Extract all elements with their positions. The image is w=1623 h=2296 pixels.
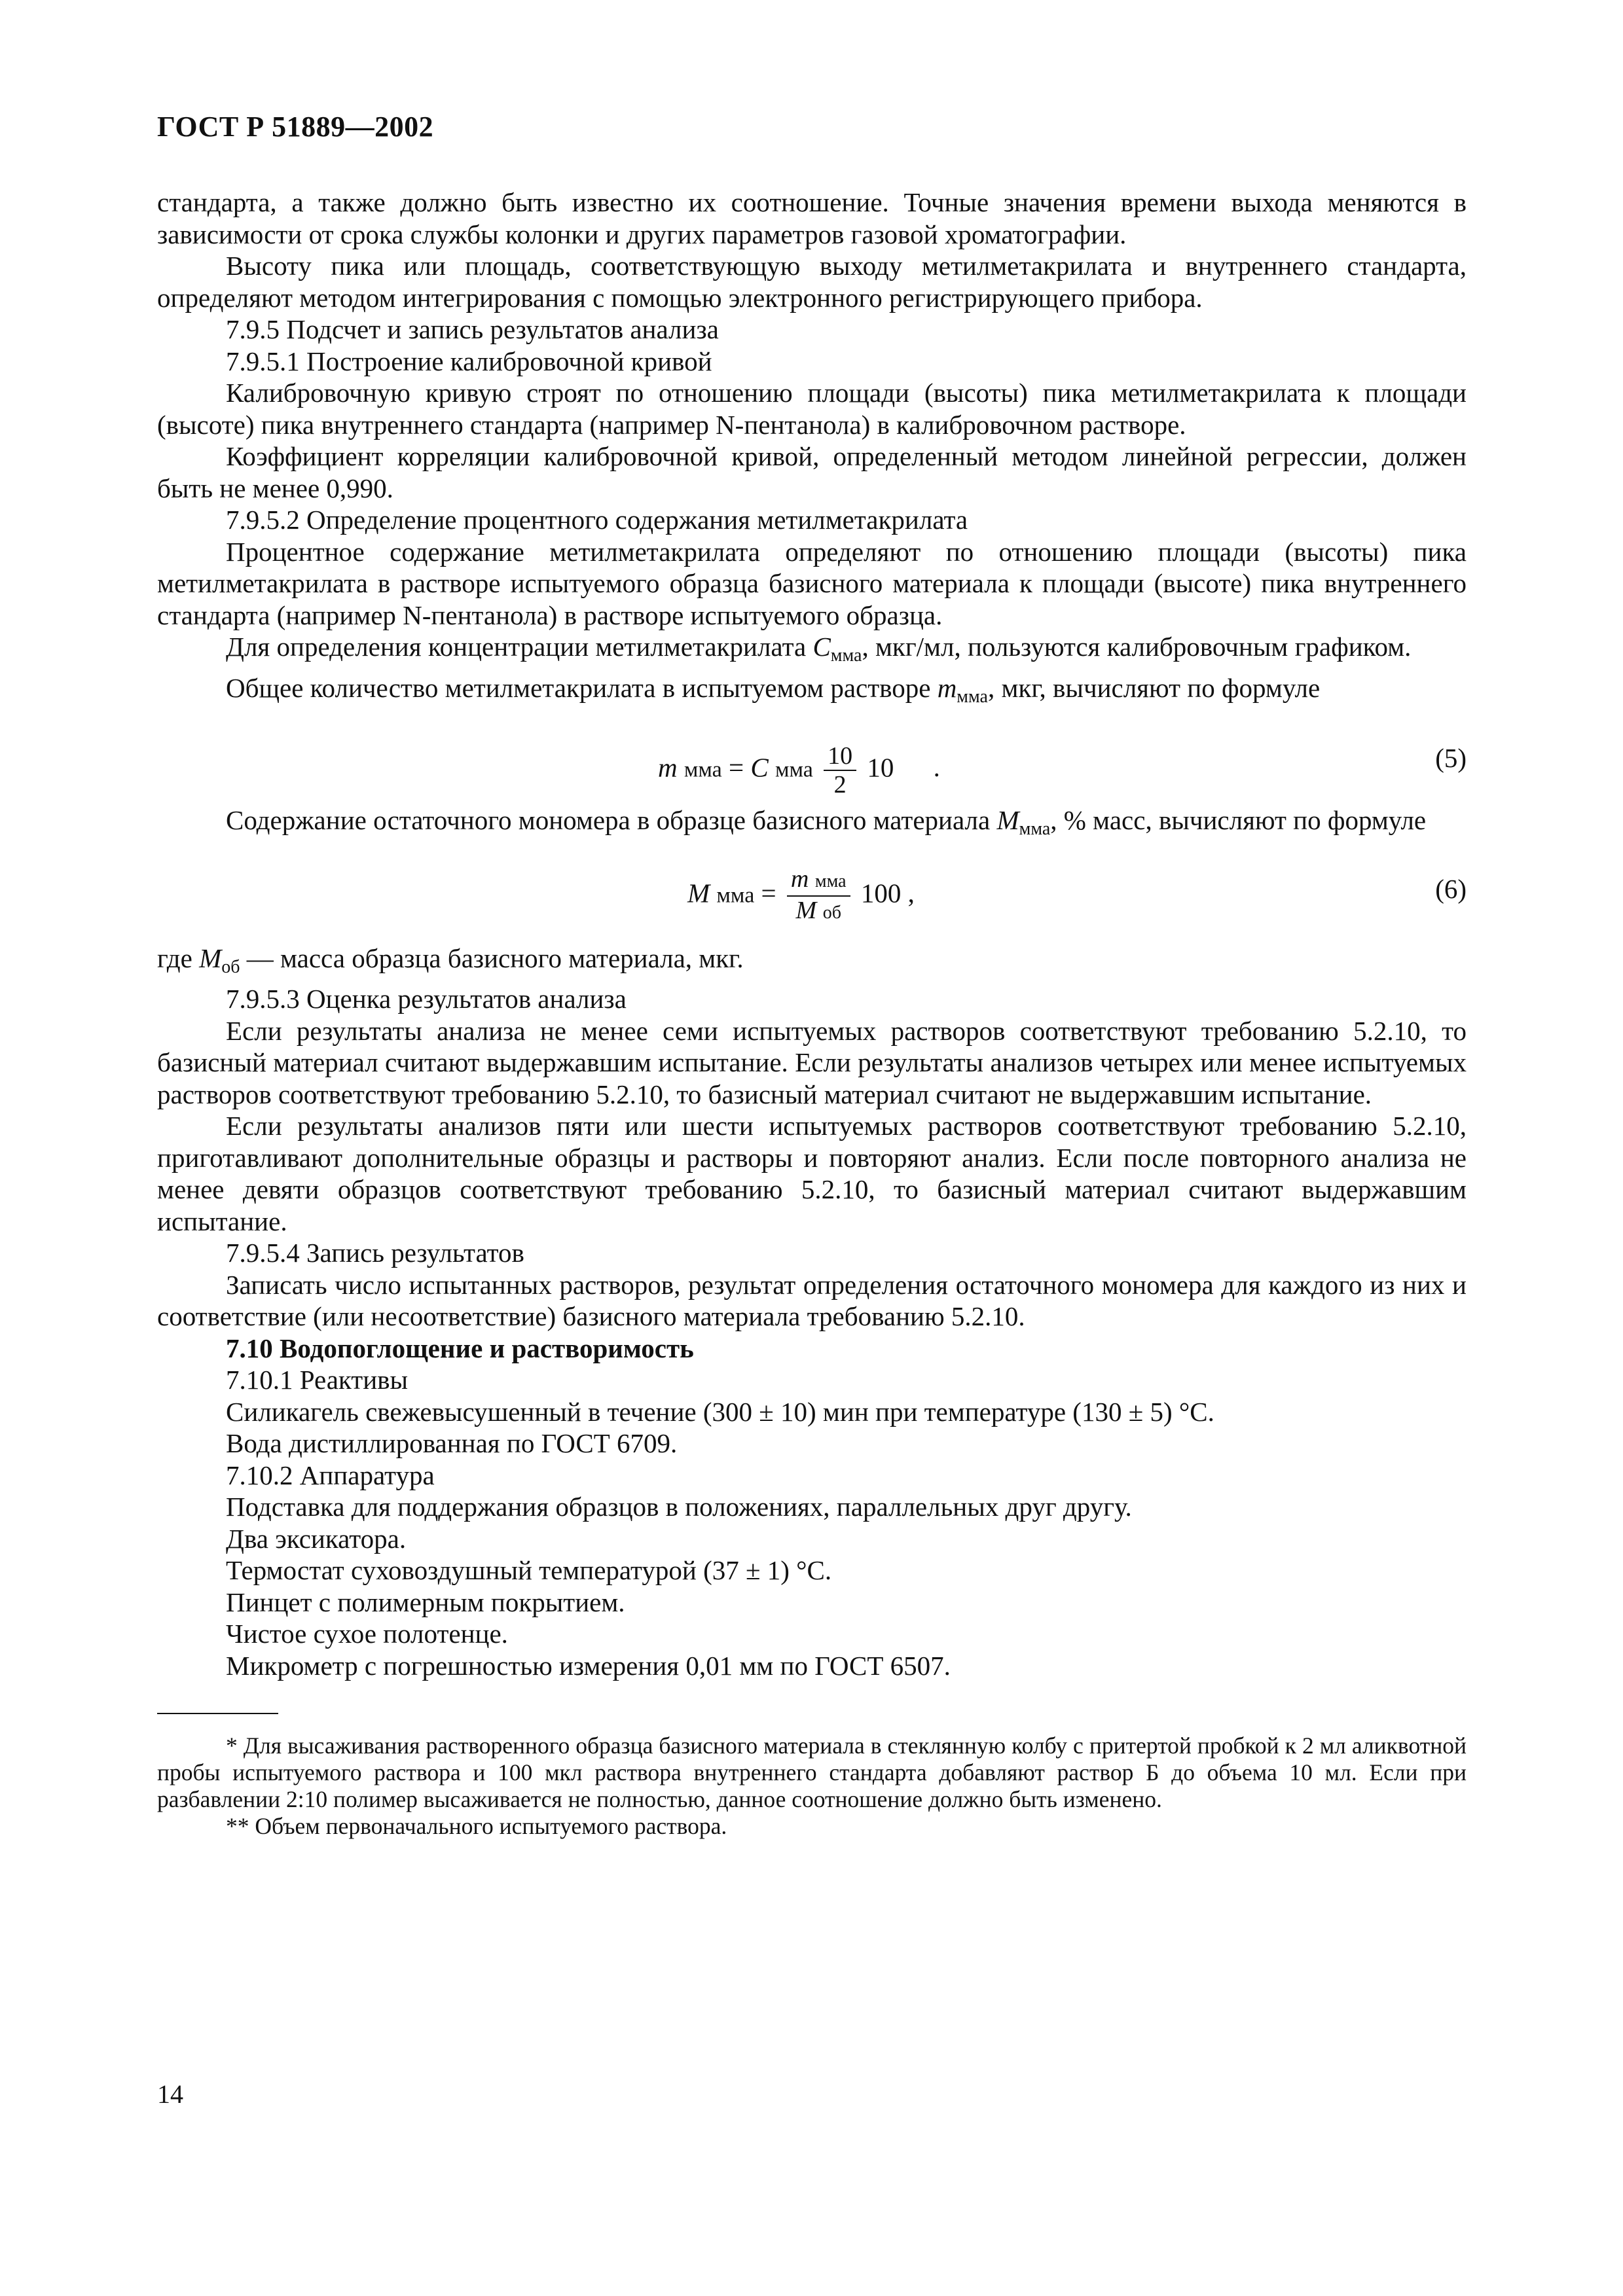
section-heading: 7.9.5.3 Оценка результатов анализа [226, 984, 627, 1014]
symbol: M [199, 942, 222, 973]
text: где [157, 942, 200, 973]
text: — масса образца базисного материала, мкг. [240, 942, 744, 973]
formula-tail: . [933, 752, 940, 783]
subscript: мма [957, 686, 988, 707]
formula-subscript: мма [775, 757, 813, 782]
formula-factor: 100 , [860, 877, 915, 908]
text: Содержание остаточного мономера в образце базисного материала [226, 805, 997, 835]
paragraph: Микрометр с погрешностью измерения 0,01 мм по ГОСТ 6507. [226, 1650, 951, 1681]
formula-equals: = [761, 877, 776, 908]
paragraph: Высоту пика или площадь, соответствующую выходу метилметакрилата и внутреннего стандарта, определяют методом интегрирования с помощью электронного регистрирующего прибора. [157, 251, 1467, 313]
section-heading: 7.10.2 Аппаратура [226, 1460, 435, 1490]
text: , мкг/мл, пользуются калибровочным графиком. [862, 632, 1412, 662]
formula-fraction [824, 742, 856, 798]
section-heading: 7.9.5.2 Определение процентного содержания метилметакрилата [226, 505, 968, 535]
formula-6 [157, 846, 1467, 942]
paragraph: Вода дистиллированная по ГОСТ 6709. [226, 1428, 678, 1458]
formula-factor: 10 [867, 752, 894, 783]
formula-subscript: об [822, 902, 841, 923]
page-number: 14 [157, 2079, 183, 2109]
text: Для определения концентрации метилметакрилата [226, 632, 813, 662]
paragraph: Пинцет с полимерным покрытием. [226, 1587, 625, 1617]
formula-number: (5) [1435, 743, 1467, 773]
paragraph: Чистое сухое полотенце. [226, 1619, 508, 1649]
paragraph: Если результаты анализа не менее семи испытуемых растворов соответствуют требованию 5.2.10, то базисный материал считают выдержавшим испытание. Если результаты анализов четырех или менее испытуемых растворов соответствуют требованию 5.2.10, то базисный материал считают не выдержавшим испытание. [157, 1015, 1467, 1109]
formula-symbol: m [790, 865, 809, 893]
paragraph [157, 672, 1467, 713]
paragraph [157, 942, 1467, 984]
paragraph [157, 631, 1467, 672]
document-body [157, 187, 1467, 1840]
paragraph: Записать число испытанных растворов, результат определения остаточного мономера для каждого из них и соответствие (или несоответствие) базисного материала требованию 5.2.10. [157, 1269, 1467, 1331]
formula-symbol: M [795, 896, 817, 924]
section-heading: 7.10 Водопоглощение и растворимость [226, 1333, 694, 1363]
paragraph: Силикагель свежевысушенный в течение (300 ± 10) мин при температуре (130 ± 5) °С. [226, 1396, 1214, 1427]
subscript: об [221, 956, 240, 977]
paragraph: Подставка для поддержания образцов в положениях, параллельных друг другу. [226, 1492, 1132, 1522]
paragraph: Термостат суховоздушный температурой (37 ± 1) °С. [226, 1555, 832, 1585]
text: Общее количество метилметакрилата в испытуемом растворе [226, 672, 938, 703]
paragraph: Два эксикатора. [226, 1523, 407, 1554]
formula-subscript: мма [814, 870, 847, 891]
subscript: мма [1019, 819, 1051, 839]
formula-5 [157, 713, 1467, 804]
section-heading: 7.9.5.4 Запись результатов [226, 1238, 524, 1268]
paragraph [157, 804, 1467, 846]
formula-symbol: C [750, 752, 769, 783]
subscript: мма [830, 645, 862, 666]
text: , мкг, вычисляют по формуле [987, 672, 1321, 703]
paragraph: Коэффициент корреляции калибровочной кривой, определенный методом линейной регрессии, должен быть не менее 0,990. [157, 441, 1467, 503]
formula-symbol: m [658, 752, 678, 783]
fraction-denominator: 2 [833, 771, 847, 798]
formula-fraction [787, 865, 850, 927]
footnote: * Для высаживания растворенного образца базисного материала в стеклянную колбу с притертой пробкой к 2 мл аликвотной пробы испытуемого раствора и 100 мкл раствора внутреннего стандарта добавляют раствор Б до объема 10 мл. Если при разбавлении 2:10 полимер высаживается не полностью, данное соотношение должно быть изменено. [157, 1732, 1467, 1812]
formula-subscript: мма [684, 757, 722, 782]
footnote-divider [157, 1713, 278, 1714]
paragraph: стандарта, а также должно быть известно их соотношение. Точные значения времени выхода меняются в зависимости от срока службы колонки и других параметров газовой хроматографии. [157, 187, 1467, 249]
section-heading: 7.9.5.1 Построение калибровочной кривой [226, 346, 712, 376]
symbol: C [812, 632, 831, 662]
formula-symbol: M [687, 877, 710, 908]
symbol: M [996, 805, 1019, 835]
text: , % масс, вычисляют по формуле [1050, 805, 1427, 835]
paragraph: Если результаты анализов пяти или шести испытуемых растворов соответствуют требованию 5.2.10, приготавливают дополнительные образцы и растворы и повторяют анализ. Если после повторного анализа не менее девяти образцов соответствуют требованию 5.2.10, то базисный материал считают выдержавшим испытание. [157, 1111, 1467, 1236]
formula-equals: = [729, 752, 744, 783]
section-heading: 7.9.5 Подсчет и запись результатов анализа [226, 314, 719, 344]
paragraph: Процентное содержание метилметакрилата определяют по отношению площади (высоты) пика метилметакрилата в растворе испытуемого образца базисного материала к площади (высоте) пика внутреннего стандарта (например N-пентанола) в растворе испытуемого образца. [157, 536, 1467, 630]
footnote: ** Объем первоначального испытуемого раствора. [226, 1813, 727, 1839]
formula-number: (6) [1435, 873, 1467, 904]
fraction-numerator [787, 865, 850, 897]
document-header: ГОСТ Р 51889—2002 [157, 111, 434, 143]
paragraph: Калибровочную кривую строят по отношению площади (высоты) пика метилметакрилата к площади (высоте) пика внутреннего стандарта (например N-пентанола) в калибровочном растворе. [157, 378, 1467, 440]
section-heading: 7.10.1 Реактивы [226, 1365, 409, 1395]
fraction-denominator [787, 897, 850, 927]
symbol: m [937, 672, 957, 703]
fraction-numerator: 10 [824, 742, 856, 771]
formula-subscript: мма [716, 882, 755, 907]
